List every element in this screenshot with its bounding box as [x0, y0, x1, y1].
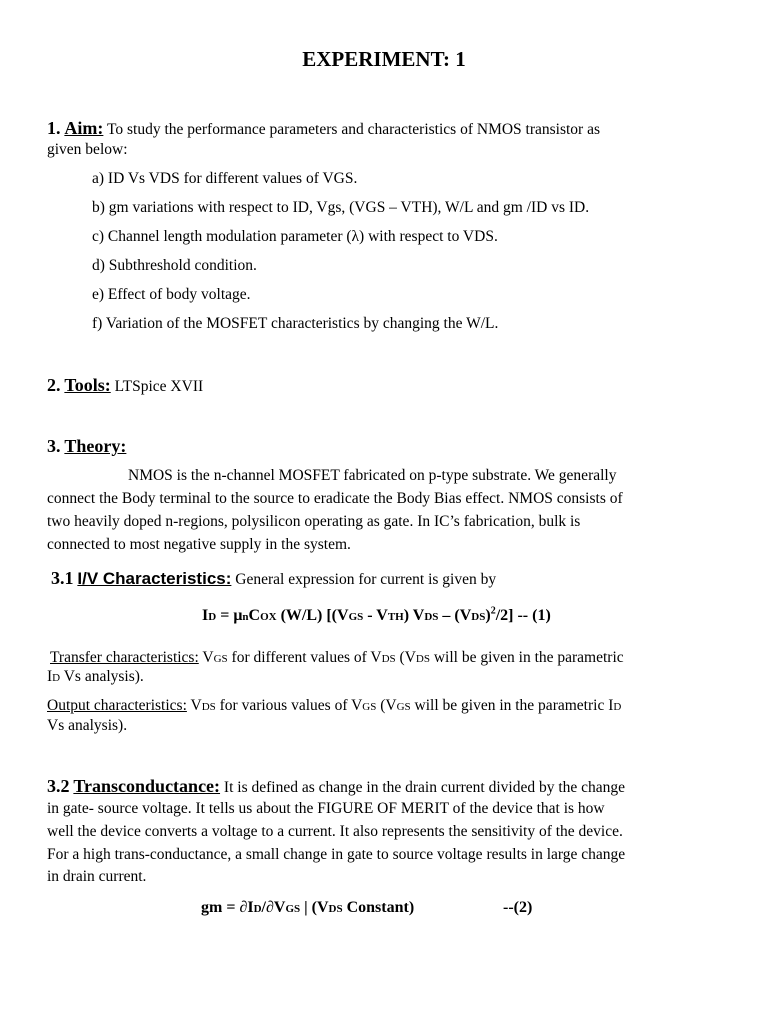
theory-line: NMOS is the n-channel MOSFET fabricated on p-type substrate. We generally	[128, 467, 617, 484]
iv-number: 3.1	[51, 568, 74, 588]
theory-heading: Theory:	[64, 436, 127, 456]
gm-number: 3.2	[47, 776, 70, 796]
tools-number: 2.	[47, 375, 61, 395]
aim-item: c) Channel length modulation parameter (λ) with respect to VDS.	[92, 228, 498, 245]
aim-paragraph	[47, 117, 600, 141]
aim-item: d) Subthreshold condition.	[92, 257, 257, 274]
aim-item: f) Variation of the MOSFET characteristics by changing the W/L.	[92, 315, 499, 332]
aim-text-line2: given below:	[47, 141, 128, 158]
equation-number: --(2)	[503, 899, 533, 916]
aim-item: b) gm variations with respect to ID, Vgs, (VGS – VTH), W/L and gm /ID vs ID.	[92, 199, 590, 216]
aim-text-line1: To study the performance parameters and characteristics of NMOS transistor as	[106, 121, 601, 138]
gm-text-line1: It is defined as change in the drain current divided by the change	[223, 779, 626, 796]
theory-line: connect the Body terminal to the source to eradicate the Body Bias effect. NMOS consists of	[47, 490, 623, 507]
gm-paragraph	[47, 775, 625, 799]
drain-current-equation: ID = μnCOX (W/L) [(VGS - VTH) VDS – (VDS)$^2$/2] -- (1)	[202, 605, 551, 624]
gm-line: in gate- source voltage. It tells us about the FIGURE OF MERIT of the device that is how	[47, 800, 605, 817]
iv-heading: I/V Characteristics:	[77, 569, 232, 588]
transfer-characteristics-line1: Transfer characteristics: VGS for different values of VDS (VDS will be given in the parametric	[50, 649, 624, 666]
gm-line: For a high trans-conductance, a small change in gate to source voltage results in large change	[47, 846, 626, 863]
transconductance-equation: gm = ∂ID/∂VGS | (VDS Constant)	[201, 899, 415, 916]
output-characteristics-label: Output characteristics:	[47, 697, 187, 714]
tools-paragraph	[47, 374, 203, 398]
aim-item: a) ID Vs VDS for different values of VGS.	[92, 170, 358, 187]
theory-line: connected to most negative supply in the system.	[47, 536, 351, 553]
output-characteristics-line2: Vs analysis).	[47, 717, 128, 734]
page-title: EXPERIMENT: 1	[302, 47, 466, 71]
theory-number: 3.	[47, 436, 61, 456]
aim-number: 1.	[47, 118, 61, 138]
tools-heading: Tools:	[64, 375, 111, 395]
gm-heading: Transconductance:	[73, 776, 221, 796]
tools-text: LTSpice XVII	[114, 378, 204, 395]
output-characteristics-line1: Output characteristics: VDS for various values of VGS (VGS will be given in the parametric ID	[47, 697, 622, 714]
iv-text: General expression for current is given by	[235, 571, 497, 588]
theory-line: two heavily doped n-regions, polysilicon operating as gate. In IC’s fabrication, bulk is	[47, 513, 581, 530]
transfer-characteristics-label: Transfer characteristics:	[50, 649, 199, 666]
transfer-characteristics-line2: ID Vs analysis).	[47, 668, 144, 685]
gm-line: well the device converts a voltage to a current. It also represents the sensitivity of the device.	[47, 823, 623, 840]
theory-heading-row	[47, 435, 126, 459]
iv-paragraph	[51, 567, 496, 591]
aim-heading: Aim:	[64, 118, 104, 138]
aim-item: e) Effect of body voltage.	[92, 286, 251, 303]
gm-line: in drain current.	[47, 868, 147, 885]
